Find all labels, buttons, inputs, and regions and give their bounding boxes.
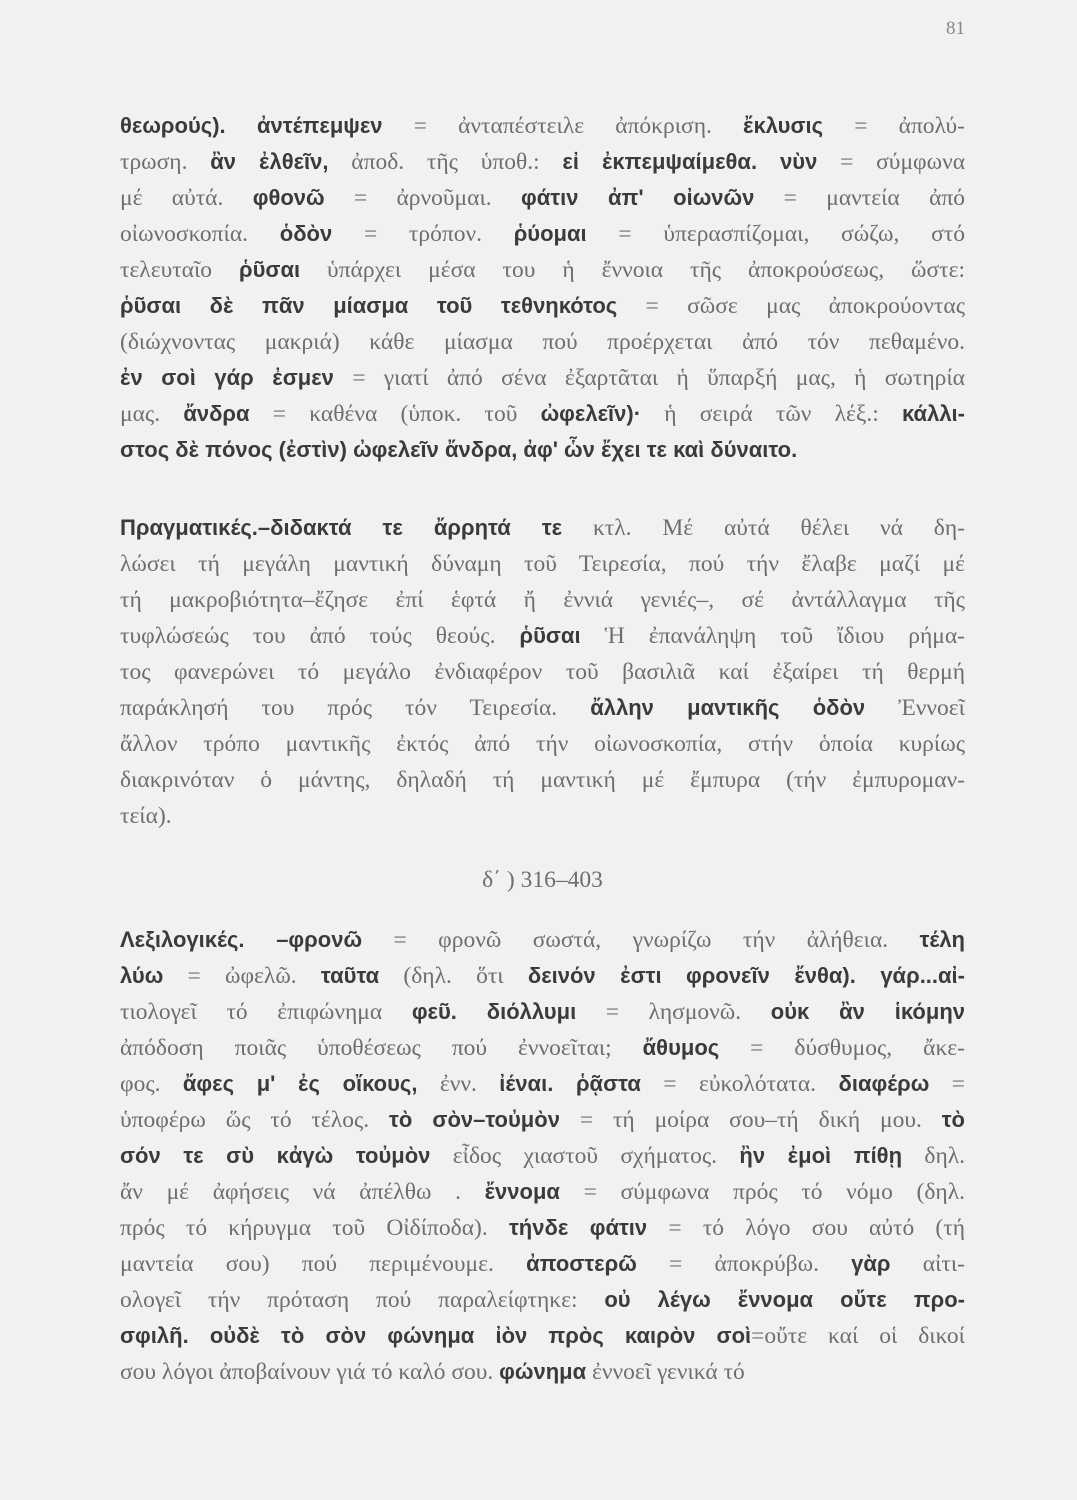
explanation-text: = σύμφωνα [817,149,965,175]
explanation-text: Ἡ ἐπανάληψη τοῦ ἴδιου ρήμα- [580,623,965,649]
explanation-text: δηλ. [902,1143,965,1169]
bold-term: ἄνδρα [183,401,250,426]
bold-term: φάτιν ἀπ' οἰωνῶν [521,185,755,210]
explanation-text: = ἀρνοῦμαι. [324,185,521,211]
bold-term: στος δὲ πόνος (ἐστὶν) ὠφελεῖν ἄνδρα, ἀφ' ὧν ἔχει τε καὶ δύναιτο. [120,437,798,462]
text-line [120,582,965,618]
explanation-text: = σῶσε μας ἀποκρούοντας [617,293,965,319]
explanation-text: ἀπόδοση ποιᾶς ὑποθέσεως πού ἐννοεῖται; [120,1035,643,1061]
bold-term: λύω [120,963,164,988]
explanation-text: = σύμφωνα πρός τό νόμο (δηλ. [559,1179,965,1205]
explanation-text: ἄλλον τρόπο μαντικῆς ἐκτός ἀπό τήν οἰωνοσκοπία, στήν ὁποία κυρίως [120,731,965,757]
explanation-text: τρωση. [120,149,211,175]
text-line [120,360,965,396]
text-line [120,1246,965,1282]
text-line [120,144,965,180]
explanation-text: = ἀποκρύβω. [636,1251,852,1277]
text-line [120,1354,965,1390]
bold-term: ἄλλην μαντικῆς ὁδὸν [590,695,866,720]
text-line [120,1282,965,1318]
explanation-text: τυφλώσεώς του ἀπό τούς θεούς. [120,623,520,649]
explanation-text: αἰτι- [890,1251,965,1277]
bold-term: ἂν ἐλθεῖν, [210,149,329,174]
explanation-text: = φρονῶ σωστά, γνωρίζω τήν ἀλήθεια. [362,927,920,953]
bold-term: τὸ [941,1107,965,1132]
text-line [120,922,965,958]
explanation-text: = [929,1071,965,1097]
explanation-text: διακρινόταν ὁ μάντης, δηλαδή τή μαντική μέ ἔμπυρα (τήν ἐμπυρομαν- [120,767,965,793]
text-line [120,1102,965,1138]
paragraph-lexical-notes [120,922,965,1390]
paragraph-factual-notes [120,510,965,834]
explanation-text: μέ αὐτά. [120,185,253,211]
explanation-text: = τό λόγο σου αὐτό (τή [647,1215,965,1241]
bold-term: διαφέρω [838,1071,930,1096]
bold-term: Πραγματικές.–διδακτά τε ἄρρητά τε [120,515,563,540]
explanation-text: τή μακροβιότητα–ἔζησε ἐπί ἑφτά ἤ ἐννιά γενιές–, σέ ἀντάλλαγμα τῆς [120,587,965,613]
bold-term: τήνδε φάτιν [508,1215,648,1240]
text-line [120,1210,965,1246]
bold-term: τέλη [919,927,965,952]
text-line [120,1030,965,1066]
text-line [120,288,965,324]
explanation-text: Ἐννοεῖ [865,695,965,721]
bold-term: ῥῦσαι [239,257,301,282]
explanation-text: = ἀπολύ- [823,113,965,139]
text-line [120,108,965,144]
bold-term: ὠφελεῖν)· [540,401,642,426]
bold-term: φώνημα [499,1359,587,1384]
bold-term: ὁδὸν [279,221,333,246]
explanation-text: = ὠφελῶ. [163,963,321,989]
paragraph-vocabulary-notes [120,108,965,468]
text-line [120,216,965,252]
explanation-text: τεία). [120,803,172,829]
explanation-text: =οὔτε καί οἱ δικοί [751,1323,965,1349]
explanation-text: μαντεία σου) πού περιμένουμε. [120,1251,527,1277]
text-line [120,762,965,798]
bold-term: ἰέναι. ῥᾷστα [499,1071,641,1096]
bold-term: φεῦ. διόλλυμι [411,999,577,1024]
explanation-text: μας. [120,401,184,427]
explanation-text: = λησμονῶ. [576,999,771,1025]
text-line [120,958,965,994]
explanation-text: λώσει τή μεγάλη μαντική δύναμη τοῦ Τειρεσία, πού τήν ἔλαβε μαζί μέ [120,551,965,577]
bold-term: δεινόν ἐστι φρονεῖν ἔνθα). γάρ...αἰ- [527,963,965,988]
bold-term: κάλλι- [902,401,965,426]
explanation-text: τελευταῖο [120,257,239,283]
bold-term: ἢν ἐμοὶ πίθῃ [739,1143,903,1168]
text-line [120,1318,965,1354]
text-line [120,654,965,690]
explanation-text: = γιατί ἀπό σένα ἐξαρτᾶται ἡ ὕπαρξή μας, ἡ σωτηρία [333,365,965,391]
explanation-text: ἄν μέ ἀφήσεις νά ἀπέλθω . [120,1179,485,1205]
text-line [120,618,965,654]
text-line [120,1066,965,1102]
bold-term: ῥύομαι [513,221,587,246]
explanation-text: εἶδος χιαστοῦ σχήματος. [430,1143,740,1169]
explanation-text: = καθένα (ὑποκ. τοῦ [249,401,541,427]
text-line [120,180,965,216]
bold-term: ἔκλυσις [743,113,824,138]
bold-term: εἰ ἐκπεμψαίμεθα. νὺν [562,149,818,174]
explanation-text: ἀποδ. τῆς ὑποθ.: [328,149,563,175]
explanation-text: παράκλησή του πρός τόν Τειρεσία. [120,695,591,721]
explanation-text: τιολογεῖ τό ἐπιφώνημα [120,999,412,1025]
section-heading [120,862,965,898]
text-line [120,324,965,360]
bold-term: ῥῦσαι δὲ πᾶν μίασμα τοῦ τεθνηκότος [120,293,618,318]
explanation-text: = δύσθυμος, ἄκε- [719,1035,965,1061]
bold-term: ἐν σοὶ γάρ ἐσμεν [120,365,334,390]
explanation-text: ἐνν. [417,1071,500,1097]
bold-term: ῥῦσαι [519,623,581,648]
explanation-text: κτλ. Μέ αὐτά θέλει νά δη- [562,515,965,541]
bold-term: ἔννομα [484,1179,560,1204]
text-line [120,510,965,546]
explanation-text: = τρόπον. [332,221,514,247]
section-heading-container [120,862,965,898]
bold-term: σόν τε σὺ κἀγὼ τοὐμὸν [120,1143,431,1168]
text-line [120,798,965,834]
explanation-text: τος φανερώνει τό μεγάλο ἐνδιαφέρον τοῦ βασιλιᾶ καί ἐξαίρει τή θερμή [120,659,965,685]
explanation-text: (διώχνοντας μακριά) κάθε μίασμα πού προέρχεται ἀπό τόν πεθαμένο. [120,329,965,355]
text-line [120,546,965,582]
explanation-text: ολογεῖ τήν πρόταση πού παραλείφτηκε: [120,1287,605,1313]
text-line [120,1174,965,1210]
bold-term: γὰρ [851,1251,891,1276]
text-line [120,994,965,1030]
bold-term: φθονῶ [252,185,325,210]
explanation-text: οἰωνοσκοπία. [120,221,280,247]
explanation-text: = εὐκολότατα. [640,1071,839,1097]
explanation-text: = μαντεία ἀπό [754,185,965,211]
text-line [120,1138,965,1174]
text-line [120,252,965,288]
bold-term: οὐ λέγω ἔννομα οὔτε προ- [604,1287,965,1312]
bold-term: ἄθυμος [642,1035,720,1060]
explanation-text: ἐννοεῖ γενικά τό [586,1359,745,1385]
bold-term: σφιλῆ. οὐδὲ τὸ σὸν φώνημα ἰὸν πρὸς καιρὸν σοὶ [120,1323,752,1348]
bold-term: ἀποστερῶ [526,1251,637,1276]
explanation-text: πρός τό κήρυγμα τοῦ Οἰδίποδα). [120,1215,509,1241]
bold-term: ἄφες μ' ἐς οἴκους, [182,1071,418,1096]
section-heading-text: δ΄ ) 316–403 [482,867,603,893]
explanation-text: = ὑπερασπίζομαι, σώζω, στό [586,221,965,247]
explanation-text: = τή μοίρα σου–τή δική μου. [559,1107,942,1133]
explanation-text: (δηλ. ὅτι [379,963,528,989]
text-line [120,726,965,762]
text-line [120,690,965,726]
bold-term: ταῦτα [320,963,380,988]
bold-term: θεωρούς). ἀντέπεμψεν [120,113,383,138]
page-number: 81 [946,18,965,39]
bold-term: Λεξιλογικές. –φρονῶ [120,927,363,952]
explanation-text: ἡ σειρά τῶν λέξ.: [641,401,903,427]
explanation-text: = ἀνταπέστειλε ἀπόκριση. [382,113,744,139]
explanation-text: ὑπάρχει μέσα του ἡ ἔννοια τῆς ἀποκρούσεως, ὥστε: [300,257,965,283]
explanation-text: σου λόγοι ἀποβαίνουν γιά τό καλό σου. [120,1359,500,1385]
explanation-text: ὑποφέρω ὥς τό τέλος. [120,1107,390,1133]
text-line [120,396,965,432]
text-line [120,432,965,468]
bold-term: οὐκ ἂν ἱκόμην [770,999,965,1024]
explanation-text: φος. [120,1071,183,1097]
bold-term: τὸ σὸν–τοὐμὸν [389,1107,560,1132]
